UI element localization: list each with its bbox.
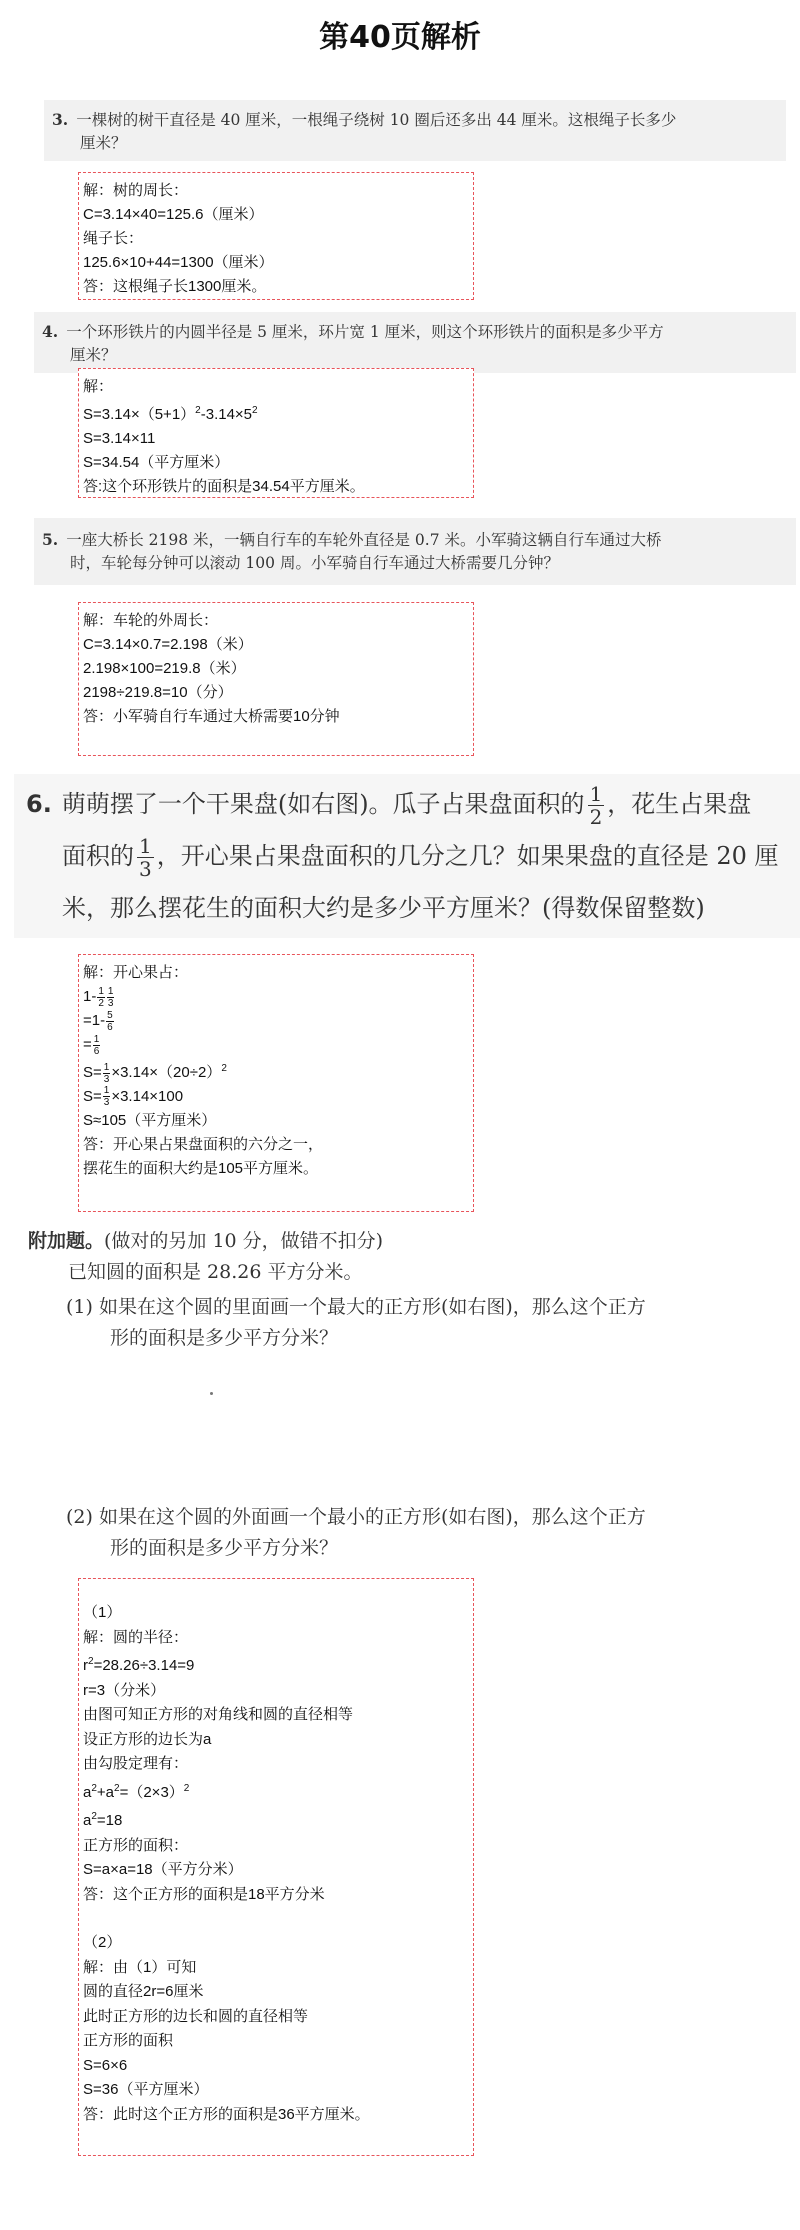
answer-text: S=3.14×（5+1）: [83, 406, 196, 423]
answer-line: 2.198×100=219.8（米）: [83, 660, 246, 677]
question-line: [26, 778, 796, 830]
question-line: [26, 830, 796, 882]
answer-line: [83, 985, 469, 1009]
answer-box-bonus: [78, 1578, 474, 2156]
answer-line: [83, 1650, 469, 1679]
answer-text: ×3.14×100: [111, 1087, 184, 1105]
answer-line: [83, 1057, 469, 1085]
bonus-part-2: (2) 如果在这个圆的外面画一个最小的正方形(如右图)，那么这个正方: [66, 1506, 646, 1528]
answer-text: a: [83, 1783, 92, 1801]
answer-line: 正方形的面积: [83, 2032, 174, 2049]
answer-line: 解：树的周长：: [83, 182, 189, 199]
fraction-denominator: 3: [103, 1097, 110, 1109]
answer-line: 解：由（1）可知: [83, 1958, 197, 1976]
answer-line: 由勾股定理有：: [83, 1755, 189, 1772]
fraction-numerator: 1: [103, 1061, 110, 1073]
answer-line: 圆的直径2r=6厘米: [83, 1983, 204, 2000]
fraction: [107, 986, 115, 1009]
fraction-denominator: 3: [103, 1073, 110, 1085]
bonus-given: 已知圆的面积是 28.26 平方分米。: [68, 1261, 363, 1283]
answer-line: S=a×a=18（平方分米）: [83, 1861, 243, 1878]
answer-text: S=: [83, 1087, 102, 1105]
fraction: [103, 1062, 111, 1085]
answer-line: S=34.54（平方厘米）: [83, 454, 230, 471]
exponent: 2: [91, 1811, 97, 1822]
answer-text: r: [83, 1657, 88, 1674]
question-line: 米，那么摆花生的面积大约是多少平方厘米？(得数保留整数): [62, 894, 705, 922]
fraction-denominator: 6: [107, 1021, 113, 1033]
question-text: 面积的: [62, 842, 134, 870]
question-3: [44, 100, 786, 161]
answer-box-q3: [78, 172, 474, 300]
answer-text: a: [83, 1812, 92, 1829]
fraction-numerator: 1: [139, 834, 152, 858]
answer-spacer: [83, 1907, 469, 1931]
answer-line: S=36（平方厘米）: [83, 2081, 209, 2098]
answer-line: 答：此时这个正方形的面积是36平方厘米。: [83, 2105, 370, 2123]
answer-line: 解：开心果占：: [83, 964, 189, 981]
fraction: [97, 986, 105, 1009]
answer-line: 摆花生的面积大约是105平方厘米。: [83, 1159, 319, 1177]
answer-line: [83, 1033, 469, 1057]
answer-line: 125.6×10+44=1300（厘米）: [83, 254, 274, 271]
answer-text: =18: [96, 1812, 123, 1829]
scan-speck: [210, 1392, 213, 1395]
question-text: 厘米？: [80, 134, 127, 152]
answer-line: r=3（分米）: [83, 1681, 166, 1699]
answer-line: [83, 1805, 469, 1834]
answer-text: -3.14×5: [200, 406, 253, 423]
fraction-numerator: 5: [107, 1009, 113, 1021]
bonus-heading: [28, 1226, 788, 1257]
answer-line: 2198÷219.8=10（分）: [83, 684, 233, 701]
answer-text: =: [83, 1036, 92, 1053]
question-4: [34, 312, 796, 373]
fraction-denominator: 3: [139, 857, 152, 881]
answer-line: [83, 1085, 469, 1109]
question-6: [14, 774, 800, 938]
fraction: [103, 1085, 111, 1108]
fraction-numerator: 1: [107, 985, 114, 997]
answer-line: （2）: [83, 1934, 122, 1951]
answer-line: 由图可知正方形的对角线和圆的直径相等: [83, 1706, 354, 1723]
answer-line: S≈105（平方厘米）: [83, 1111, 217, 1129]
fraction-numerator: 1: [589, 782, 603, 806]
fraction: [93, 1034, 101, 1057]
answer-box-q4: [78, 368, 474, 498]
answer-text: =（2×3）: [119, 1783, 184, 1801]
fraction: [106, 1010, 114, 1033]
exponent: 2: [114, 1782, 120, 1794]
answer-box-q5: [78, 602, 474, 756]
question-text: 萌萌摆了一个干果盘(如右图)。瓜子占果盘面积的: [61, 790, 585, 818]
exponent: 2: [195, 405, 201, 416]
question-number: 6.: [26, 790, 52, 818]
fraction: [588, 783, 605, 828]
question-text: ，花生占果盘: [607, 790, 752, 818]
answer-line: 正方形的面积：: [83, 1836, 189, 1854]
answer-line: C=3.14×0.7=2.198（米）: [83, 636, 253, 653]
fraction-numerator: 1: [103, 1085, 110, 1097]
exponent: 2: [183, 1782, 190, 1794]
bonus-part-1: 形的面积是多少平方分米？: [110, 1327, 339, 1349]
answer-text: 1-: [83, 988, 97, 1005]
answer-line: [83, 1777, 469, 1806]
question-text: ，开心果占果盘面积的几分之几？如果果盘的直径是 20 厘: [156, 842, 779, 870]
exponent: 2: [252, 405, 258, 416]
answer-line: 答：开心果占果盘面积的六分之一，: [83, 1135, 324, 1153]
answer-line: 解：: [83, 378, 114, 395]
question-number: 4.: [42, 322, 59, 341]
bonus-question: [28, 1226, 788, 1354]
fraction-denominator: 2: [589, 805, 603, 829]
exponent: 2: [91, 1782, 97, 1794]
answer-line: 答：这根绳子长1300厘米。: [83, 278, 267, 295]
question-number: 5.: [42, 530, 59, 549]
answer-text: =28.26÷3.14=9: [93, 1657, 195, 1674]
bonus-label: 附加题。: [28, 1230, 105, 1252]
question-text: 时，车轮每分钟可以滚动 100 周。小军骑自行车通过大桥需要几分钟？: [70, 554, 559, 572]
question-5: [34, 518, 796, 585]
answer-line: 答：小军骑自行车通过大桥需要10分钟: [83, 708, 340, 725]
bonus-note: (做对的另加 10 分，做错不扣分): [104, 1230, 384, 1252]
answer-line: 解：圆的半径：: [83, 1628, 189, 1646]
bonus-question-part-2: [28, 1502, 788, 1564]
exponent: 2: [221, 1063, 227, 1074]
fraction-numerator: 1: [93, 1033, 100, 1045]
page-title: 第40页解析: [319, 20, 481, 55]
question-text: 厘米？: [70, 346, 117, 364]
bonus-part-1: (1) 如果在这个圆的里面画一个最大的正方形(如右图)，那么这个正方: [66, 1296, 646, 1318]
answer-line: [83, 1009, 469, 1033]
question-text: 一个环形铁片的内圆半径是 5 厘米，环片宽 1 厘米，则这个环形铁片的面积是多少平方: [66, 323, 664, 341]
fraction: [137, 835, 154, 880]
fraction-numerator: 1: [98, 985, 104, 997]
answer-line: C=3.14×40=125.6（厘米）: [83, 206, 264, 223]
fraction-denominator: 3: [107, 997, 114, 1009]
fraction-denominator: 6: [93, 1045, 100, 1057]
answer-line: 此时正方形的边长和圆的直径相等: [83, 2007, 309, 2025]
answer-line: （1）: [83, 1604, 122, 1621]
question-number: 3.: [52, 110, 69, 129]
answer-line: 绳子长：: [83, 230, 144, 247]
answer-text: +a: [96, 1783, 115, 1801]
answer-line: 答：这个正方形的面积是18平方分米: [83, 1885, 325, 1903]
answer-line: S=6×6: [83, 2056, 128, 2074]
exponent: 2: [88, 1656, 94, 1667]
answer-line: 答:这个环形铁片的面积是34.54平方厘米。: [83, 478, 365, 495]
question-text: 一座大桥长 2198 米，一辆自行车的车轮外直径是 0.7 米。小军骑这辆自行车通过大桥: [66, 531, 662, 549]
answer-line: [83, 399, 469, 427]
answer-text: S=: [83, 1064, 102, 1081]
answer-line: S=3.14×11: [83, 430, 156, 447]
answer-box-q6: [78, 954, 474, 1212]
answer-line: 解：车轮的外周长：: [83, 612, 219, 629]
answer-line: 设正方形的边长为a: [83, 1730, 212, 1748]
fraction-denominator: 2: [98, 997, 104, 1009]
question-text: 一棵树的树干直径是 40 厘米，一根绳子绕树 10 圈后还多出 44 厘米。这根绳子长多少: [76, 111, 677, 129]
answer-text: ×3.14×（20÷2）: [111, 1064, 222, 1081]
answer-text: =1-: [83, 1012, 106, 1029]
bonus-part-2: 形的面积是多少平方分米？: [110, 1537, 339, 1559]
